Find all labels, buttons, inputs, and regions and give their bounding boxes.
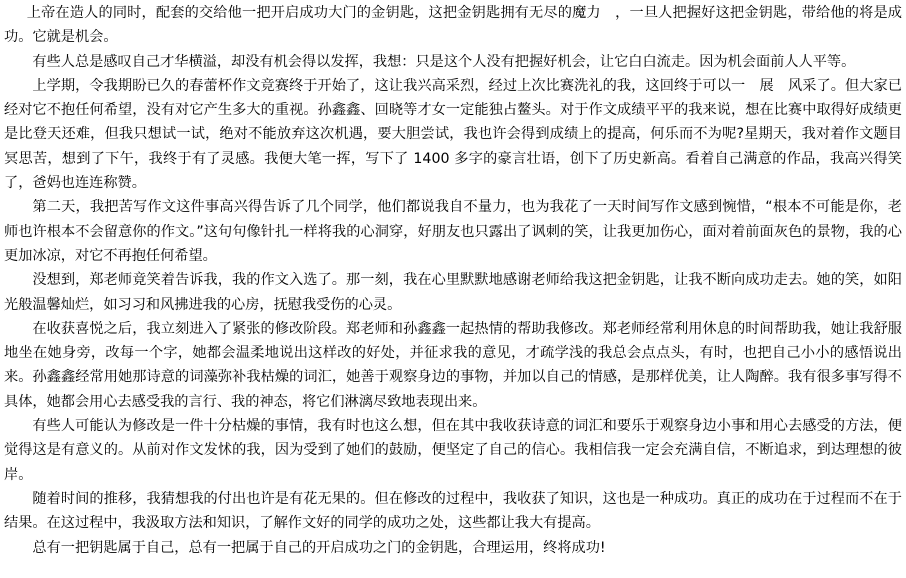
paragraph-6: 在收获喜悦之后，我立刻进入了紧张的修改阶段。郑老师和孙鑫鑫一起热情的帮助我修改。郑老师经常利用休息的时间帮助我，她让我舒服地坐在她身旁，改每一个字，她都会温柔地说出这样改的好处，并征求我的意见，才疏学浅的我总会点点头，有时，也把自己小小的感悟说出来。孙鑫鑫经常用她那诗意的词藻弥补我枯燥的词汇，她善于观察身边的事物，并加以自己的情感，是那样优美，让人陶醉。我有很多事写得不具体，她都会用心去感受我的言行、我的神态，将它们淋漓尽致地表现出来。: [4, 320, 902, 410]
paragraph-2: 有些人总是感叹自己才华横溢，却没有机会得以发挥，我想：只是这个人没有把握好机会，让它白白流走。因为机会面前人人平等。: [32, 53, 856, 70]
paragraph-1: 上帝在造人的同时，配套的交给他一把开启成功大门的金钥匙，这把金钥匙拥有无尽的魔力 ，一旦人把握好这把金钥匙，带给他的将是成功。它就是机会。: [4, 5, 902, 46]
paragraph-4: 第二天，我把苦写作文这件事高兴得告诉了几个同学，他们都说我自不量力，也为我花了一天时间写作文感到惋惜，“根本不可能是你，老师也许根本不会留意你的作文。”这句句像针扎一样将我的心洞穿，好朋友也只露出了讽刺的笑，让我更加伤心，面对着前面灰色的景物，我的心更加冰凉，对它不再抱任何希望。: [4, 199, 902, 264]
paragraph-7: 有些人可能认为修改是一件十分枯燥的事情，我有时也这么想，但在其中我收获诗意的词汇和要乐于观察身边小事和用心去感受的方法，便觉得这是有意义的。从前对作文发怵的我，因为受到了她们的鼓励，便坚定了自己的信心。我相信我一定会充满自信，不断追求，到达理想的彼岸。: [4, 418, 902, 483]
paragraph-9: 总有一把钥匙属于自己，总有一把属于自己的开启成功之门的金钥匙，合理运用，终将成功!: [32, 539, 606, 556]
paragraph-3: 上学期，令我期盼已久的春蕾杯作文竞赛终于开始了，这让我兴高采烈，经过上次比赛洗礼的我，这回终于可以一 展 风采了。但大家已经对它不抱任何希望，没有对它产生多大的重视。孙鑫鑫、回晓等才女一定能独占鳌头。对于作文成绩平平的我来说，想在比赛中取得好成绩更是比登天还难，但我只想试一试，绝对不能放弃这次机遇，要大胆尝试，我也许会得到成绩上的提高，何乐而不为呢?星期天，我对着作文题目冥思苦，想到了下午，我终于有了灵感。我便大笔一挥，写下了 1400 多字的豪言壮语，创下了历史新高。看着自己满意的作品，我高兴得笑了，爸妈也连连称赞。: [4, 77, 902, 192]
paragraph-5: 没想到，郑老师竟笑着告诉我，我的作文入选了。那一刻，我在心里默默地感谢老师给我这把金钥匙，让我不断向成功走去。她的笑，如阳光般温馨灿烂，如习习和风拂进我的心房，抚慰我受伤的心灵。: [4, 272, 902, 313]
paragraph-8: 随着时间的推移，我猜想我的付出也许是有花无果的。但在修改的过程中，我收获了知识，这也是一种成功。真正的成功在于过程而不在于结果。在这过程中，我汲取方法和知识，了解作文好的同学的成功之处，这些都让我大有提高。: [4, 490, 902, 532]
